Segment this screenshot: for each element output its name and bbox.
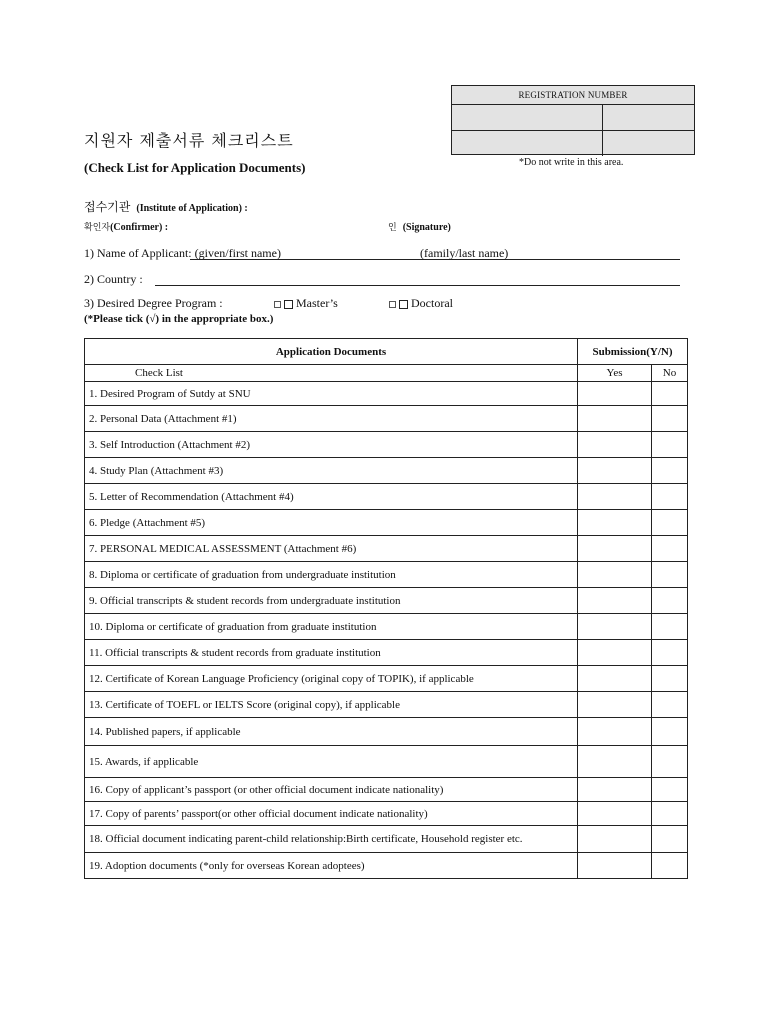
table-row — [85, 588, 688, 614]
submission-no-cell[interactable] — [652, 484, 688, 510]
table-row — [85, 382, 688, 406]
submission-no-cell[interactable] — [652, 432, 688, 458]
checklist-item-label: 19. Adoption documents (*only for overseas Korean adoptees) — [85, 853, 578, 879]
submission-yes-cell[interactable] — [578, 692, 652, 718]
submission-no-cell[interactable] — [652, 853, 688, 879]
name-of-applicant-label: 1) Name of Applicant: (given/first name) — [84, 246, 281, 260]
institute-korean: 접수기관 — [84, 200, 131, 214]
submission-no-cell[interactable] — [652, 510, 688, 536]
page-title-english: (Check List for Application Documents) — [84, 160, 306, 175]
family-name-label: (family/last name) — [420, 246, 509, 260]
submission-yes-cell[interactable] — [578, 826, 652, 853]
submission-no-cell[interactable] — [652, 406, 688, 432]
confirmer-english: (Confirmer) : — [110, 222, 169, 233]
table-row — [85, 536, 688, 562]
submission-no-cell[interactable] — [652, 718, 688, 746]
table-row — [85, 406, 688, 432]
doctoral-label: Doctoral — [411, 296, 453, 310]
registration-number-header: REGISTRATION NUMBER — [452, 86, 694, 105]
checklist-item-label: 13. Certificate of TOEFL or IELTS Score (original copy), if applicable — [85, 692, 578, 718]
checklist-item-label: 18. Official document indicating parent-child relationship:Birth certificate, Household register etc. — [85, 826, 578, 853]
submission-no-cell[interactable] — [652, 588, 688, 614]
submission-yes-cell[interactable] — [578, 382, 652, 406]
submission-yes-cell[interactable] — [578, 718, 652, 746]
registration-cell[interactable] — [603, 105, 694, 130]
table-header-row — [85, 339, 688, 365]
submission-yes-cell[interactable] — [578, 666, 652, 692]
table-row — [85, 802, 688, 826]
signature-label — [388, 220, 451, 233]
masters-option[interactable] — [271, 296, 338, 311]
checklist-item-label: 3. Self Introduction (Attachment #2) — [85, 432, 578, 458]
submission-yes-cell[interactable] — [578, 588, 652, 614]
submission-no-cell[interactable] — [652, 826, 688, 853]
registration-cell[interactable] — [603, 131, 694, 156]
submission-yes-cell[interactable] — [578, 510, 652, 536]
table-row — [85, 666, 688, 692]
confirmer-korean: 확인자 — [84, 223, 111, 233]
header-submission: Submission(Y/N) — [578, 339, 688, 365]
checklist-table — [84, 338, 688, 879]
registration-row-1 — [452, 105, 694, 131]
registration-note: *Do not write in this area. — [519, 157, 624, 168]
registration-cell[interactable] — [452, 131, 603, 156]
country-label: 2) Country : — [84, 272, 143, 286]
signature-english: (Signature) — [402, 222, 451, 233]
submission-yes-cell[interactable] — [578, 853, 652, 879]
checklist-item-label: 6. Pledge (Attachment #5) — [85, 510, 578, 536]
checklist-item-label: 10. Diploma or certificate of graduation from graduate institution — [85, 614, 578, 640]
masters-label: Master’s — [296, 296, 338, 310]
masters-checkbox[interactable] — [284, 300, 293, 309]
checklist-item-label: 15. Awards, if applicable — [85, 746, 578, 778]
submission-no-cell[interactable] — [652, 562, 688, 588]
table-row — [85, 640, 688, 666]
submission-no-cell[interactable] — [652, 692, 688, 718]
checklist-item-label: 17. Copy of parents’ passport(or other official document indicate nationality) — [85, 802, 578, 826]
subheader-check-list: Check List — [85, 365, 578, 382]
header-application-documents: Application Documents — [85, 339, 578, 365]
checklist-item-label: 14. Published papers, if applicable — [85, 718, 578, 746]
checklist-item-label: 5. Letter of Recommendation (Attachment #4) — [85, 484, 578, 510]
table-row — [85, 718, 688, 746]
table-row — [85, 614, 688, 640]
masters-checkbox-outline[interactable] — [274, 301, 281, 308]
signature-korean: 인 — [388, 223, 397, 233]
submission-yes-cell[interactable] — [578, 746, 652, 778]
checklist-item-label: 7. PERSONAL MEDICAL ASSESSMENT (Attachment #6) — [85, 536, 578, 562]
submission-yes-cell[interactable] — [578, 802, 652, 826]
registration-row-2 — [452, 131, 694, 156]
doctoral-checkbox-outline[interactable] — [389, 301, 396, 308]
submission-yes-cell[interactable] — [578, 536, 652, 562]
subheader-yes: Yes — [578, 365, 652, 382]
doctoral-checkbox[interactable] — [399, 300, 408, 309]
submission-no-cell[interactable] — [652, 536, 688, 562]
submission-no-cell[interactable] — [652, 802, 688, 826]
checklist-item-label: 12. Certificate of Korean Language Proficiency (original copy of TOPIK), if applicable — [85, 666, 578, 692]
table-subheader-row — [85, 365, 688, 382]
submission-yes-cell[interactable] — [578, 640, 652, 666]
submission-no-cell[interactable] — [652, 746, 688, 778]
table-row — [85, 562, 688, 588]
name-input-line[interactable] — [190, 259, 680, 260]
subheader-no: No — [652, 365, 688, 382]
registration-cell[interactable] — [452, 105, 603, 130]
page-title-korean: 지원자 제출서류 체크리스트 — [84, 131, 294, 150]
table-row — [85, 826, 688, 853]
table-row — [85, 432, 688, 458]
degree-program-label: 3) Desired Degree Program : — [84, 296, 223, 310]
submission-no-cell[interactable] — [652, 458, 688, 484]
submission-yes-cell[interactable] — [578, 484, 652, 510]
submission-no-cell[interactable] — [652, 614, 688, 640]
table-row — [85, 746, 688, 778]
table-row — [85, 484, 688, 510]
submission-no-cell[interactable] — [652, 640, 688, 666]
submission-yes-cell[interactable] — [578, 432, 652, 458]
submission-yes-cell[interactable] — [578, 458, 652, 484]
submission-no-cell[interactable] — [652, 382, 688, 406]
table-row — [85, 458, 688, 484]
doctoral-option[interactable] — [386, 296, 453, 311]
tick-instruction: (*Please tick (√) in the appropriate box.) — [84, 313, 274, 325]
registration-number-box — [451, 85, 695, 155]
institute-label — [84, 198, 248, 215]
checklist-item-label: 2. Personal Data (Attachment #1) — [85, 406, 578, 432]
table-row — [85, 778, 688, 802]
table-row — [85, 853, 688, 879]
submission-no-cell[interactable] — [652, 666, 688, 692]
checklist-item-label: 16. Copy of applicant’s passport (or other official document indicate nationality) — [85, 778, 578, 802]
institute-english: (Institute of Application) : — [136, 203, 248, 214]
checklist-item-label: 4. Study Plan (Attachment #3) — [85, 458, 578, 484]
checklist-item-label: 8. Diploma or certificate of graduation from undergraduate institution — [85, 562, 578, 588]
submission-yes-cell[interactable] — [578, 778, 652, 802]
table-row — [85, 510, 688, 536]
submission-yes-cell[interactable] — [578, 406, 652, 432]
checklist-item-label: 9. Official transcripts & student records from undergraduate institution — [85, 588, 578, 614]
checklist-item-label: 1. Desired Program of Sutdy at SNU — [85, 382, 578, 406]
confirmer-label — [84, 220, 168, 233]
submission-no-cell[interactable] — [652, 778, 688, 802]
submission-yes-cell[interactable] — [578, 562, 652, 588]
submission-yes-cell[interactable] — [578, 614, 652, 640]
country-input-line[interactable] — [155, 285, 680, 286]
checklist-item-label: 11. Official transcripts & student records from graduate institution — [85, 640, 578, 666]
table-row — [85, 692, 688, 718]
